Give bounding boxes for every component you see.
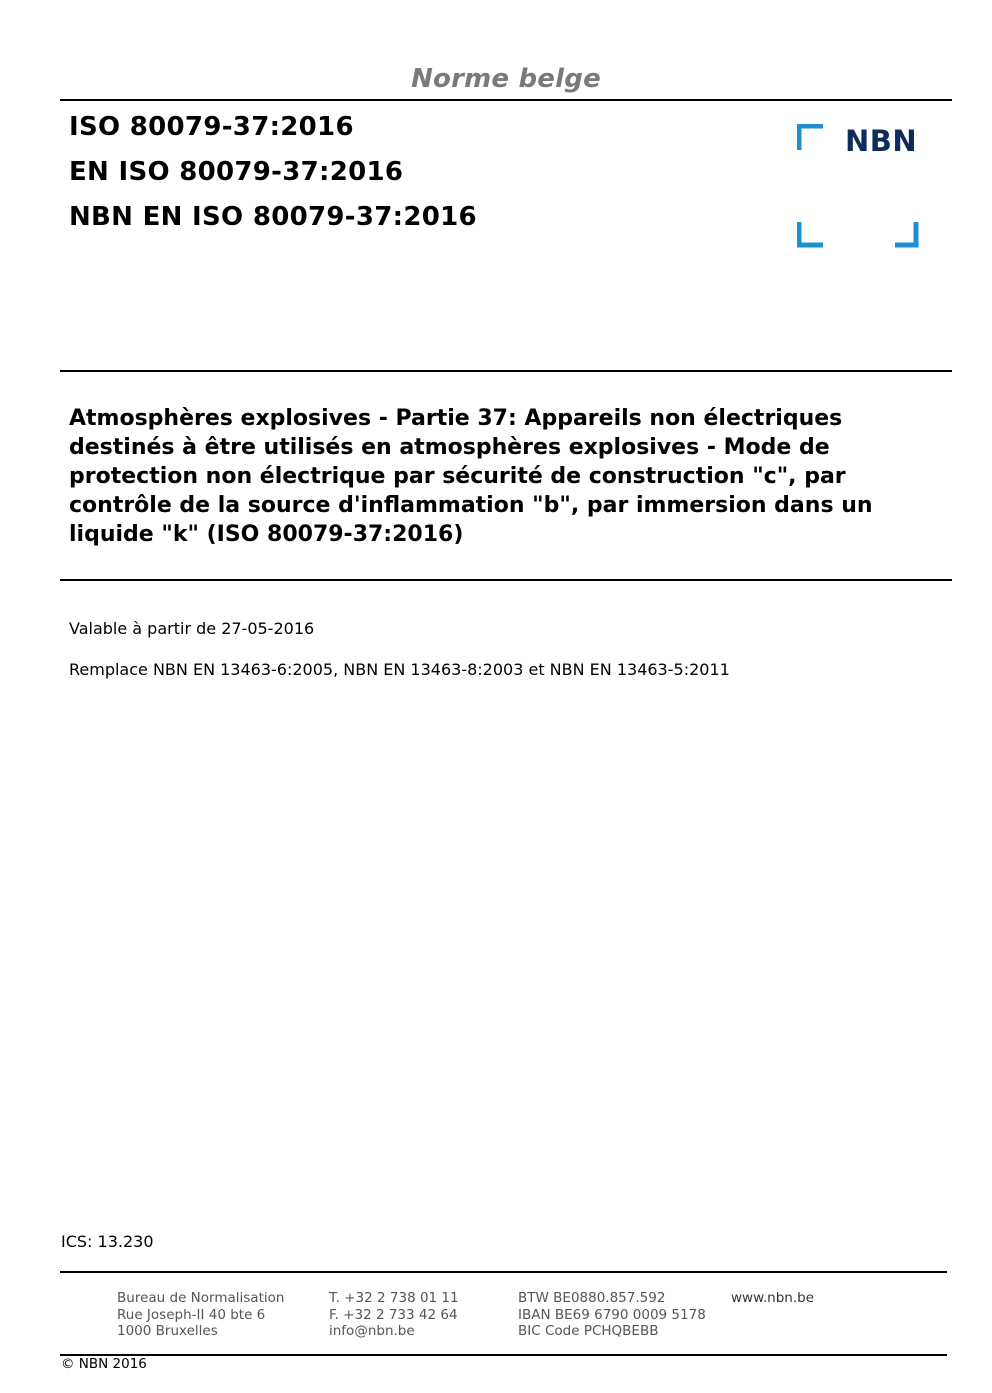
- footer-address: [117, 1290, 284, 1340]
- footer-phone: T. +32 2 738 01 11: [329, 1290, 459, 1306]
- footer-line: 1000 Bruxelles: [117, 1323, 218, 1339]
- logo-text: NBN: [845, 124, 918, 158]
- footer-fax: F. +32 2 733 42 64: [329, 1306, 458, 1323]
- nbn-logo: [797, 124, 921, 248]
- title-top-rule: [60, 370, 952, 372]
- title-line: protection non électrique par sécurité de construction "c", par: [69, 464, 846, 489]
- standard-en-iso: EN ISO 80079-37:2016: [69, 157, 404, 187]
- top-rule: [60, 99, 952, 101]
- standard-iso: ISO 80079-37:2016: [69, 112, 354, 142]
- title-bottom-rule: [60, 579, 952, 581]
- footer-line: Bureau de Normalisation: [117, 1290, 285, 1306]
- title-line: liquide "k" (ISO 80079-37:2016): [69, 522, 464, 547]
- footer-top-rule: [60, 1271, 947, 1273]
- title-line: Atmosphères explosives - Partie 37: Appareils non électriques: [69, 406, 843, 431]
- title-line: contrôle de la source d'inflammation "b", par immersion dans un: [69, 493, 873, 518]
- validity-date: Valable à partir de 27-05-2016: [69, 619, 315, 638]
- document-type-label: Norme belge: [411, 64, 601, 94]
- footer-line: BIC Code PCHQBEBB: [518, 1323, 659, 1339]
- copyright: © NBN 2016: [61, 1356, 147, 1372]
- website-link[interactable]: www.nbn.be: [731, 1290, 815, 1306]
- footer-contact: [329, 1290, 459, 1340]
- footer-bank: [518, 1290, 706, 1340]
- ics-code: ICS: 13.230: [61, 1232, 154, 1251]
- footer-email[interactable]: info@nbn.be: [329, 1323, 415, 1339]
- footer-website[interactable]: [731, 1290, 814, 1307]
- footer-line: BTW BE0880.857.592: [518, 1290, 666, 1306]
- footer-line: IBAN BE69 6790 0009 5178: [518, 1306, 706, 1323]
- standard-nbn-en-iso: NBN EN ISO 80079-37:2016: [69, 202, 477, 232]
- title-line: destinés à être utilisés en atmosphères explosives - Mode de: [69, 435, 830, 460]
- footer-bottom-rule: [60, 1354, 947, 1356]
- replaces-note: Remplace NBN EN 13463-6:2005, NBN EN 13463-8:2003 et NBN EN 13463-5:2011: [69, 660, 730, 679]
- document-title: [69, 404, 949, 549]
- footer-line: Rue Joseph-II 40 bte 6: [117, 1306, 266, 1323]
